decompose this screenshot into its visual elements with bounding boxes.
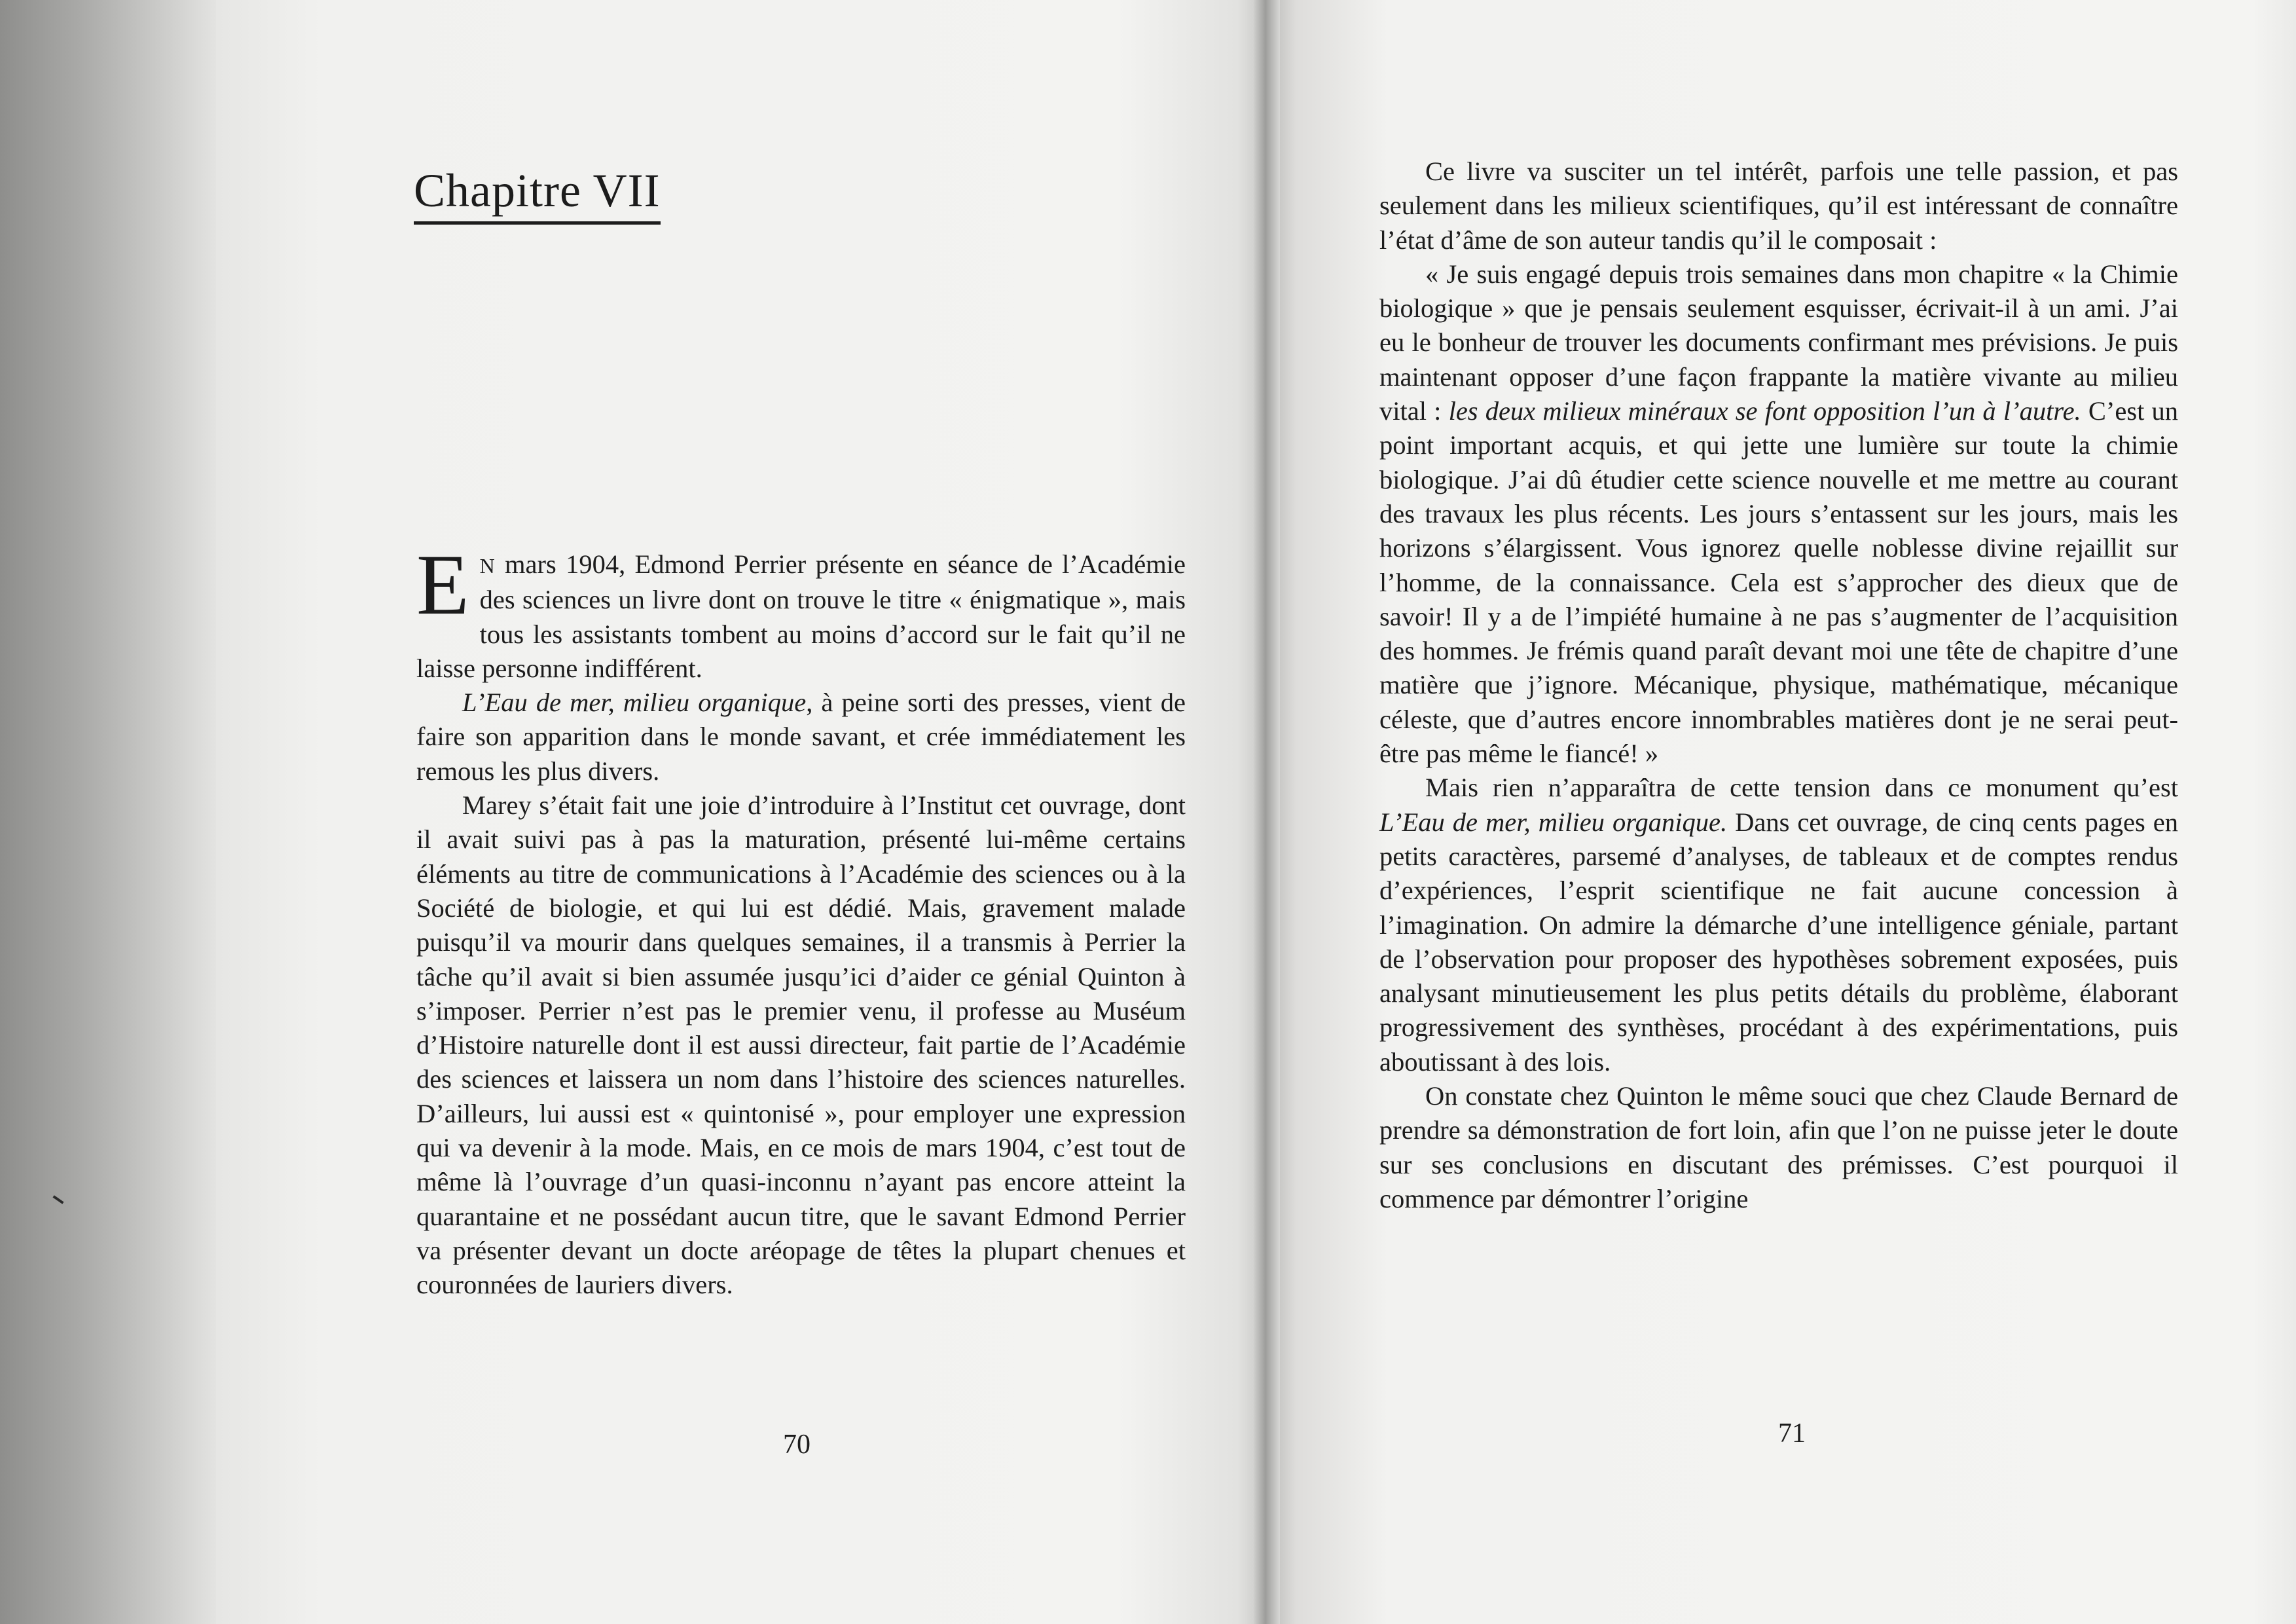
paragraph: Ce livre va susciter un tel intérêt, parfois une telle passion, et pas seulement dans les milieux scientifiques, qu’il est intéressant de connaître l’état d’âme de son auteur tandis qu’il le composait :	[1379, 157, 2178, 255]
paragraph	[416, 686, 1186, 788]
book-gutter	[1254, 0, 1280, 1624]
paragraph: On constate chez Quinton le même souci que chez Claude Bernard de prendre sa démonstration de fort loin, afin que l’on ne puisse jeter le doute sur ses conclusions en discutant des prémisses. C’est pourquoi il commence par démontrer l’origine	[1379, 1081, 2178, 1213]
paragraph-text: Mais rien n’apparaîtra de cette tension dans ce monument qu’est	[1425, 773, 2178, 803]
paragraph	[1379, 257, 2178, 771]
paragraph-text: , à peine sorti des presses, vient de faire son apparition dans le monde savant, et crée immédiatement les remous les plus divers.	[416, 688, 1186, 786]
drop-cap: E	[416, 536, 469, 633]
book-title-italic: L’Eau de mer, milieu organique.	[1379, 807, 1728, 837]
paragraph-text: Dans cet ouvrage, de cinq cents pages en petits caractères, parsemé d’analyses, de tableaux et de comptes rendus d’expériences, l’esprit scientifique ne fait aucune concession à l’imagination. On admire la démarche d’une intelligence géniale, partant de l’observation pour proposer des hypothèses sobrement exposées, puis analysant minutieusement les plus petits détails du problème, élaborant progressivement des synthèses, procédant à des expérimentations, puis aboutissant à des lois.	[1379, 807, 2179, 1077]
book-title-italic: L’Eau de mer, milieu organique	[462, 688, 807, 718]
paragraph	[1379, 771, 2178, 1079]
scan-shadow-edge	[0, 0, 236, 1624]
chapter-title: Chapitre VII	[414, 162, 661, 225]
italic-quote: les deux milieux minéraux se font opposition l’un à l’autre.	[1448, 396, 2081, 426]
paragraph-text: mars 1904, Edmond Perrier présente en séance de l’Académie des sciences un livre dont on trouve le titre « énigmatique », mais tous les assistants tombent au moins d’accord sur le fait qu’il ne laisse personne indifférent.	[416, 549, 1186, 683]
left-page-text	[416, 536, 1186, 1302]
lead-letters: N	[479, 554, 496, 578]
page-number-left: 70	[783, 1430, 811, 1460]
paragraph-text: C’est un point important acquis, et qui jette une lumière sur toute la chimie biologique. J’ai dû étudier cette science nouvelle et me mettre au courant des travaux les plus récents. Les jours s’entassent sur les jours, mais les horizons s’élargissent. Vous ignorez quelle noblesse divine rejaillit sur l’homme, de la connaissance. Cela est s’approcher des dieux que de savoir! Il y a de l’impiété humaine à ne pas s’augmenter de l’acquisition des hommes. Je frémis quand paraît devant moi une tête de chapitre d’une matière que j’ignore. Mécanique, physique, mathématique, mécanique céleste, que d’autres encore innombrables matières dont je ne serai peut-être pas même le fiancé! »	[1379, 396, 2178, 769]
right-page-text	[1379, 155, 2178, 1216]
paragraph	[416, 536, 1186, 686]
page-number-right: 71	[1778, 1418, 1806, 1449]
paragraph: Marey s’était fait une joie d’introduire à l’Institut cet ouvrage, dont il avait suivi pas à pas la maturation, présenté lui-même certains éléments au titre de communications à l’Académie des sciences ou à la Société de biologie, et qui lui est dédié. Mais, gravement malade puisqu’il va mourir dans quelques semaines, il a transmis à Perrier la tâche qu’il avait si bien assumée jusqu’ici d’aider ce génial Quinton à s’imposer. Perrier n’est pas le premier venu, il professe au Muséum d’Histoire naturelle dont il est aussi directeur, fait partie de l’Académie des sciences et laissera un nom dans l’histoire des sciences naturelles. D’ailleurs, lui aussi est « quintonisé », pour employer une expression qui va devenir à la mode. Mais, en ce mois de mars 1904, c’est tout de même là l’ouvrage d’un quasi-inconnu n’ayant pas encore atteint la quarantaine et ne possédant aucun titre, que le savant Edmond Perrier va présenter devant un docte aréopage de têtes la plupart chenues et couronnées de lauriers divers.	[416, 790, 1186, 1300]
paragraph-text: « Je suis engagé depuis trois semaines dans mon chapitre « la Chimie biologique » que je pensais seulement esquisser, écrivait-il à un ami. J’ai eu le bonheur de trouver les documents confirmant mes prévisions. Je puis maintenant opposer d’une façon frappante la matière vivante au milieu vital :	[1379, 259, 2178, 426]
